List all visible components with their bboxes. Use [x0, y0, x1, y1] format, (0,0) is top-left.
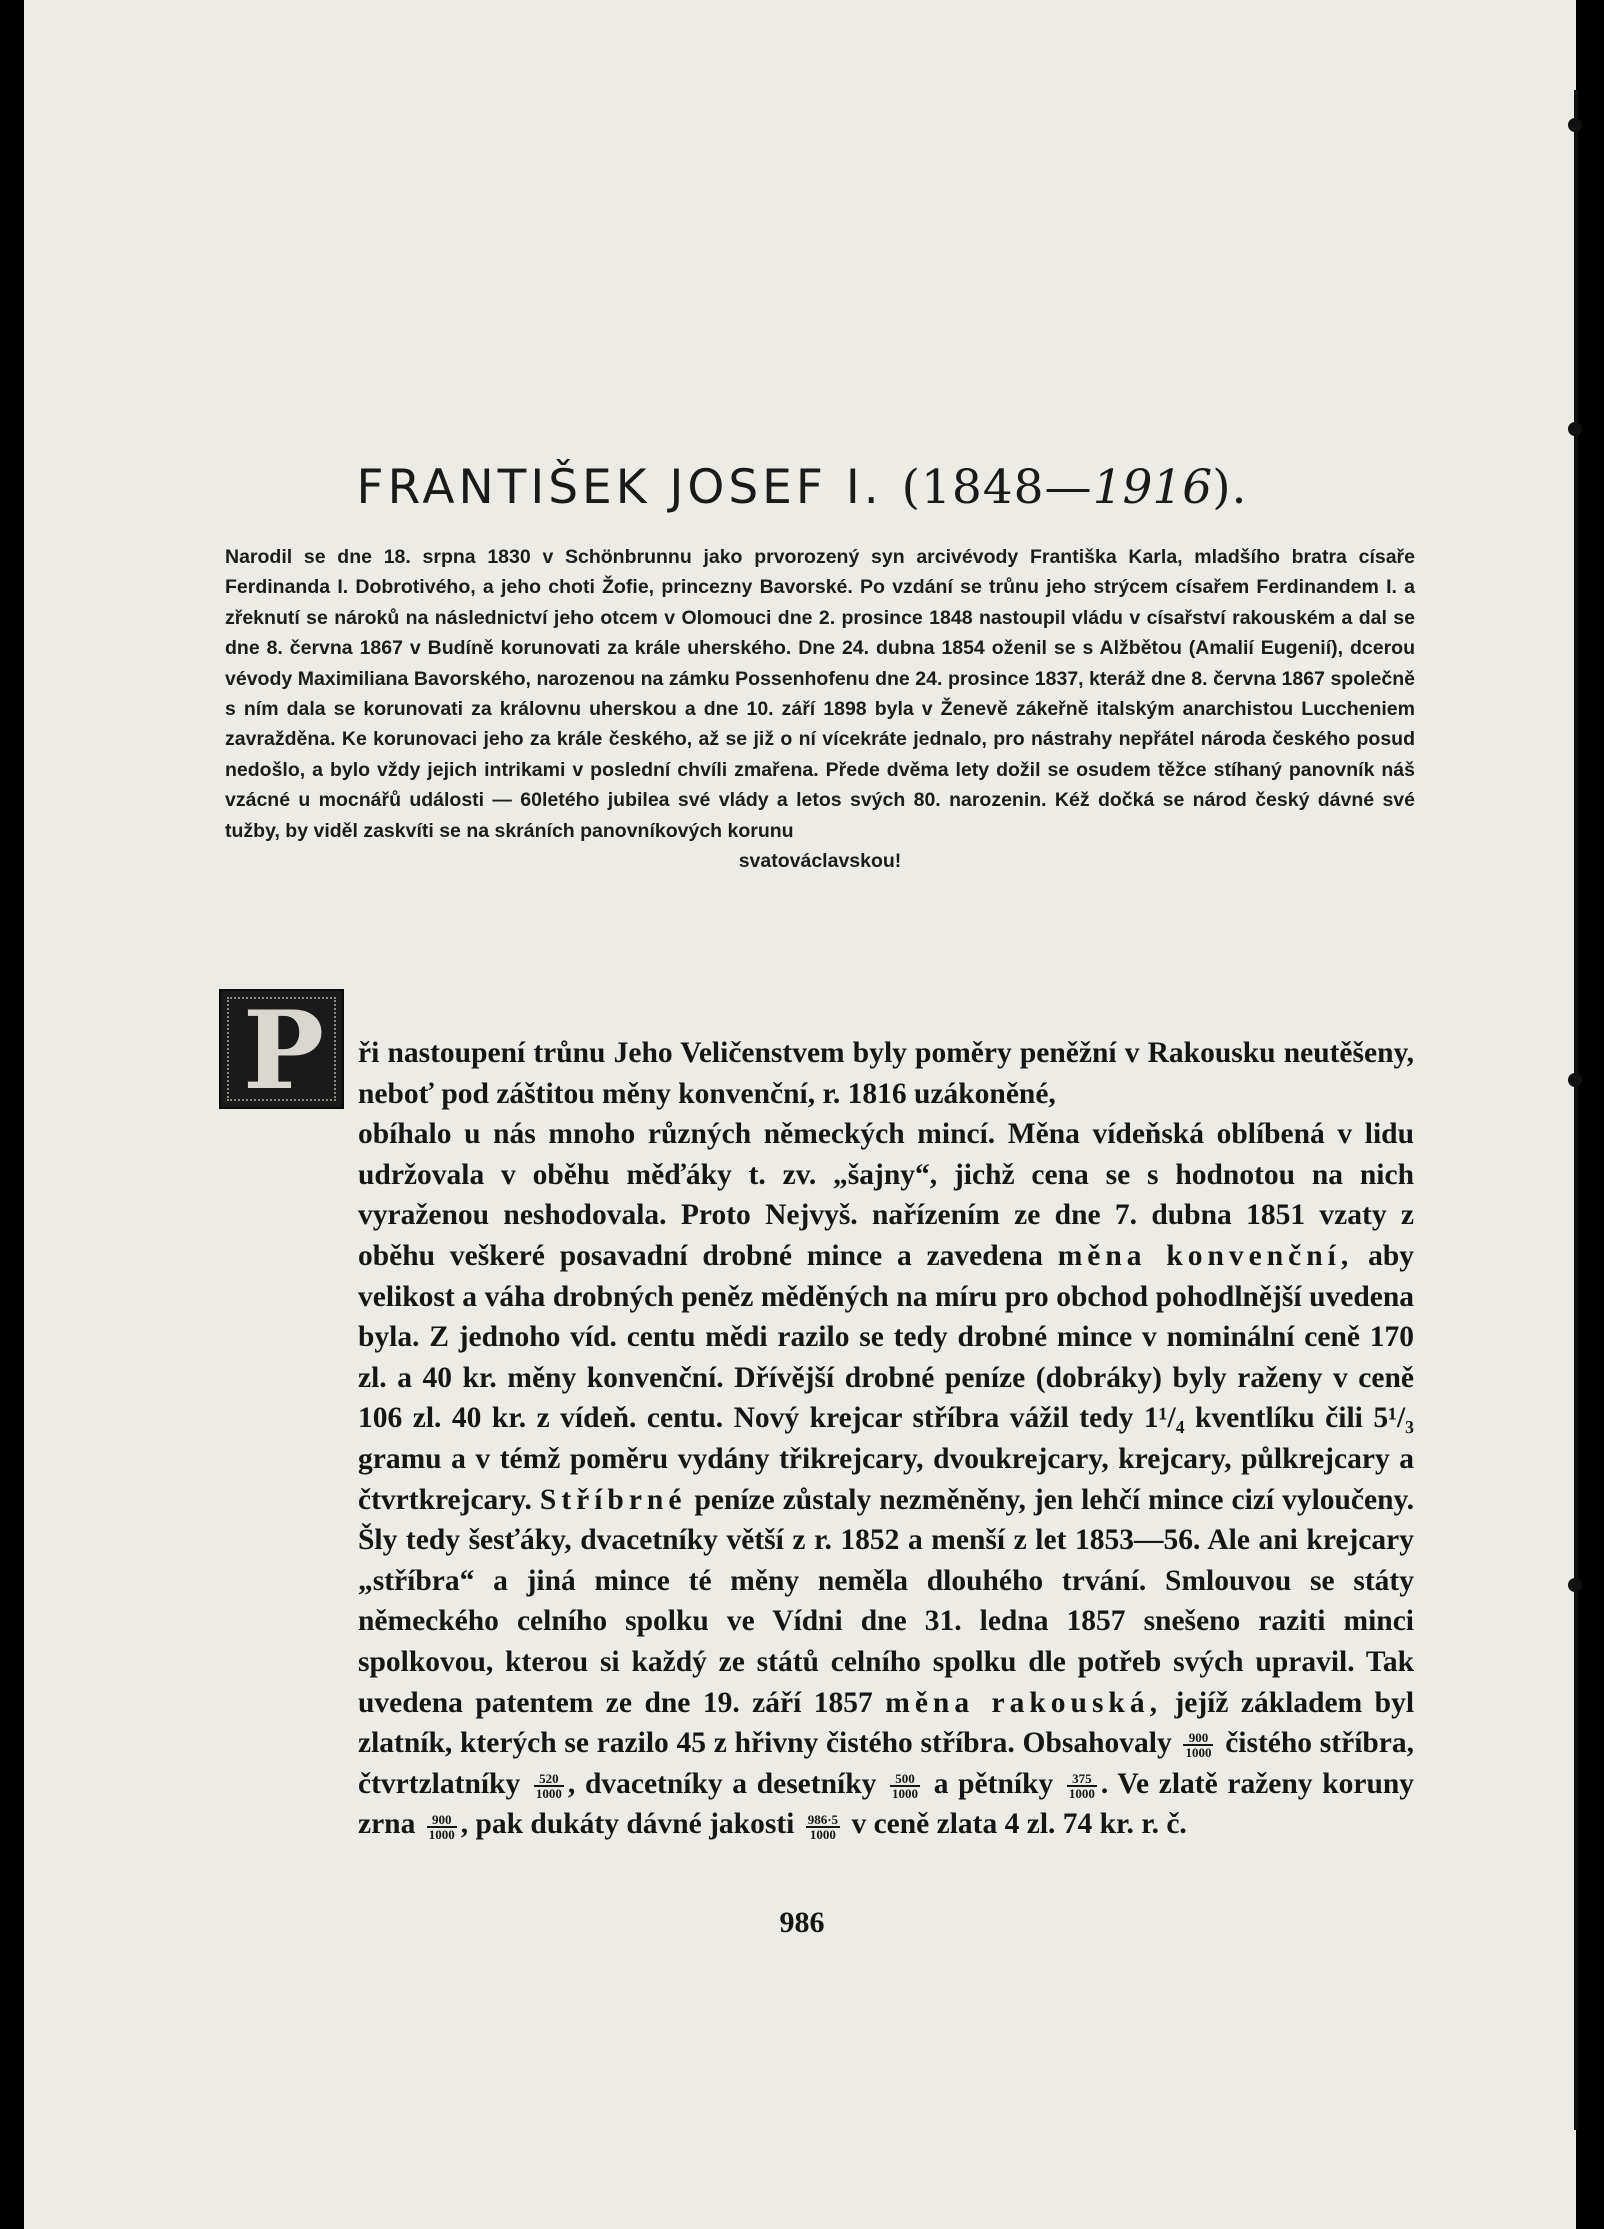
main-text-segment: obíhalo u nás mnoho různých německých mincí. Měna vídeňská oblíbená v lidu udržovala v oběhu měďáky t. zv. „šajny“, jichž cena se s hodnotou na nich vyraženou neshodovala. Proto Nejvyš. nařízením ze dne 7. dubna 1851 vzaty z oběhu veškeré posavadní drobné mince a zavedena měna konvenční, aby velikost a váha drobných peněz měděných na míru pro obchod pohodlnější uvedena byla. Z jednoho víd. centu mědi razilo se tedy drobné mince v nominální ceně 170 zl. a 40 kr. měny konvenční. Dřívější drobné peníze (dobráky) byly raženy v ceně 106 zl. 40 kr. z vídeň. centu. Nový krejcar stříbra vážil tedy 1¹/₄ kventlíku čili 5¹/₃ gramu a v témž poměru vydány třikrejcary, dvoukrejcary, krejcary, půlkrejcary a čtvrtkrejcary. Stříbrné peníze zůstaly nezměněny, jen lehčí mince cizí vyloučeny. Šly tedy šesťáky, dvacetníky větší z r. 1852 a menší z let 1853—56. Ale ani krejcary „stříbra“ a jiná mince té měny neměla dlouhého trvání. Smlouvou se státy německého celního spolku ve Vídni dne 31. ledna 1857 snešeno raziti minci spolkovou, kterou si každý ze států celního spolku dle potřeb svých upravil. Tak uvedena patentem ze dne 19. září 1857 měna rakouská, jejíž základem byl zlatník, kterých se razilo 45 z hřivny čistého stříbra. Obsahovaly $\frac{900}{1000}$ čistého stříbra, čtvrtzlatníky $\frac{520}{1000}$ , dvacetníky a desetníky $\frac{500}{1000}$ a pětníky $\frac{375}{1000}$ . Ve zlatě raženy koruny zrna $\frac{900}{1000}$ , pak dukáty dávné jakosti $\frac{986\cdot 5}{1000}$ v ceně zlata 4 zl. 74 kr. r. č. [358, 1118, 1415, 1842]
fraction-986: $\frac{986\cdot 5}{1000}$ [807, 1811, 839, 1842]
intro-last-line: svatováclavskou! [738, 850, 902, 873]
page-title [0, 460, 1604, 515]
binding-mark [1568, 118, 1582, 132]
title-years-close: ). [1212, 460, 1248, 515]
fraction-500: $\frac{500}{1000}$ [892, 1770, 919, 1801]
initial-letter: P [242, 988, 325, 1114]
intro-text: Narodil se dne 18. srpna 1830 v Schönbrunnu jako prvorozený syn arcivévody Františka Karla, mladšího bratra císaře Ferdinanda I. Dobrotivého, a jeho choti Žofie, princezny Bavorské. Po vzdání se trůnu jeho strýcem císařem Ferdinandem I. a zřeknutí se nároků na následnictví jeho otcem v Olomouci dne 2. prosince 1848 nastoupil vládu v císařství rakouském a dal se dne 8. června 1867 v Budíně korunovati za krále uherského. Dne 24. dubna 1854 oženil se s Alžbětou (Amalií Eugenií), dcerou vévody Maximiliana Bavorského, narozenou na zámku Possenhofenu dne 24. prosince 1837, kteráž dne 8. června 1867 společně s ním dala se korunovati za královnu uherskou a dne 10. září 1898 byla v Ženevě zákeřně italským anarchistou Luccheniem zavražděna. Ke korunovaci jeho za krále českého, až se již o ní vícekráte jednalo, pro nástrahy nepřátel národa českého posud nedošlo, a bylo vždy jejich intrikami v poslední chvíli zmařena. Předе dvěma lety dožil se osudem těžce stíhaný panovník náš vzácné u mocnářů události — 60letého jubilea své vlády a letos svých 80. narozenin. Kéž dočká se národ český dávné své tužby, by viděl zaskvíti se na skráních panovníkových korunu [225, 546, 1415, 842]
binding-mark [1568, 1073, 1582, 1087]
main-text [218, 1033, 1414, 1845]
title-years-handwritten: 1916 [1092, 460, 1213, 515]
fraction-900: $\frac{900}{1000}$ [1185, 1730, 1212, 1761]
intro-paragraph [225, 542, 1415, 876]
fraction-900b: $\frac{900}{1000}$ [428, 1811, 455, 1842]
binding-edge-line [1574, 90, 1578, 2130]
title-name: FRANTIŠEK JOSEF I. [356, 460, 883, 515]
fraction-375: $\frac{375}{1000}$ [1068, 1770, 1095, 1801]
page-number: 986 [779, 1906, 825, 1939]
fraction-520: $\frac{520}{1000}$ [535, 1770, 562, 1801]
binding-mark [1568, 1578, 1582, 1592]
title-years-open: (1848— [901, 460, 1093, 515]
main-text-opening: ři nastoupení trůnu Jeho Veličenstvem byly poměry peněžní v Rakousku neutěšeny, neboť pod záštitou měny konvenční, r. 1816 uzákoněné, [358, 1037, 1414, 1110]
binding-mark [1568, 422, 1582, 436]
